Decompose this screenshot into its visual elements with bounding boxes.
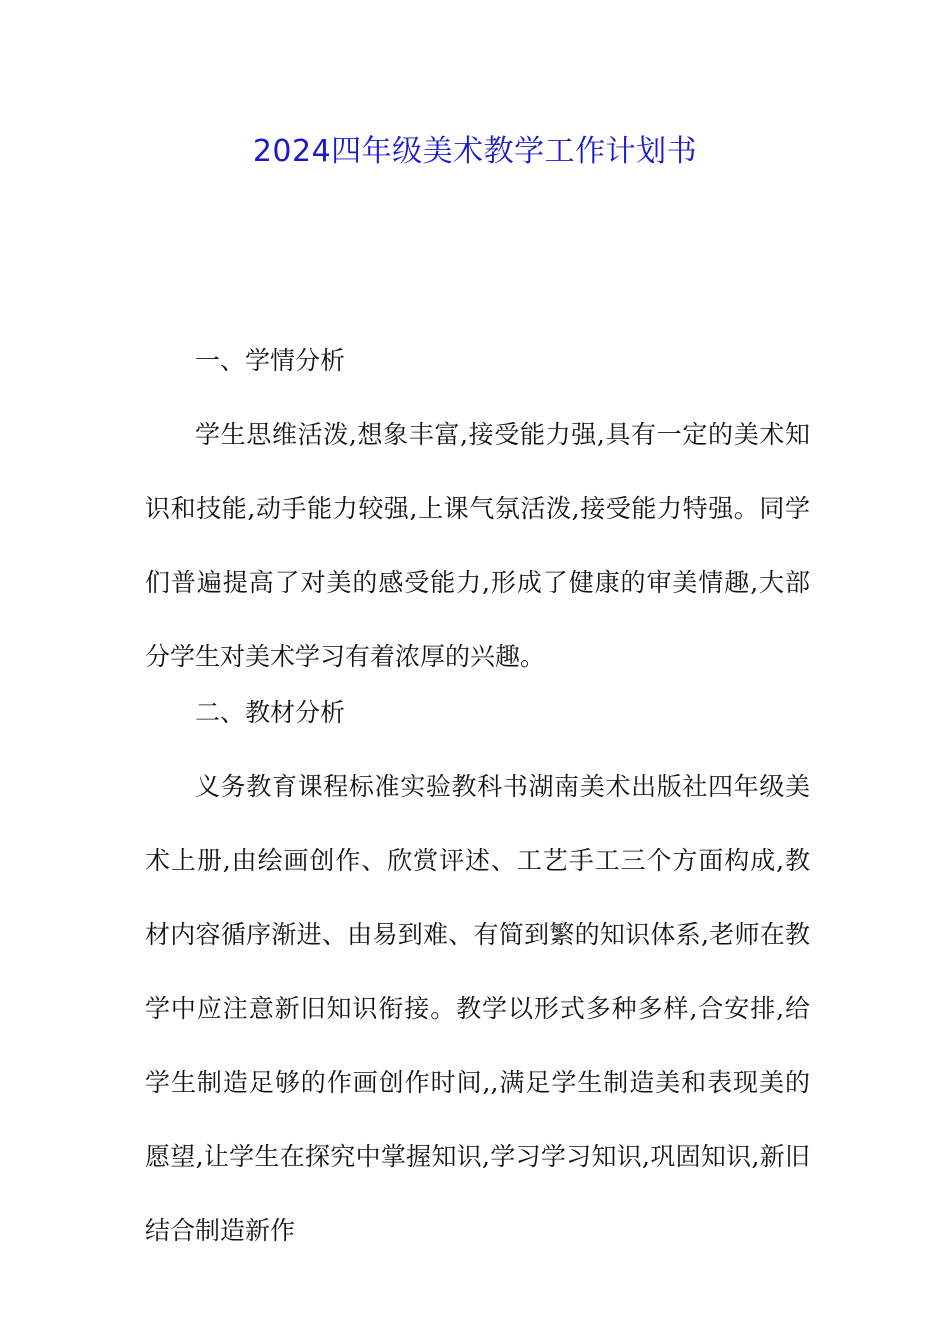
section-heading-learning-analysis: 一、学情分析: [195, 346, 346, 375]
section-heading-textbook-analysis: 二、教材分析: [195, 698, 346, 727]
document-body: [145, 338, 810, 1268]
document-title: 2024四年级美术教学工作计划书: [252, 134, 698, 169]
section-paragraph-learning-analysis: 学生思维活泼,想象丰富,接受能力强,具有一定的美术知识和技能,动手能力较强,上课气氛活泼,接受能力特强。同学们普遍提高了对美的感受能力,形成了健康的审美情趣,大部分学生对美术学习有着浓厚的兴趣。: [145, 420, 810, 671]
section-paragraph-textbook-analysis: 义务教育课程标准实验教科书湖南美术出版社四年级美术上册,由绘画创作、欣赏评述、工艺手工三个方面构成,教材内容循序渐进、由易到难、有简到繁的知识体系,老师在教学中应注意新旧知识衔接。教学以形式多种多样,合安排,给学生制造足够的作画创作时间,,满足学生制造美和表现美的愿望,让学生在探究中掌握知识,学习学习知识,巩固知识,新旧结合制造新作: [145, 772, 810, 1245]
